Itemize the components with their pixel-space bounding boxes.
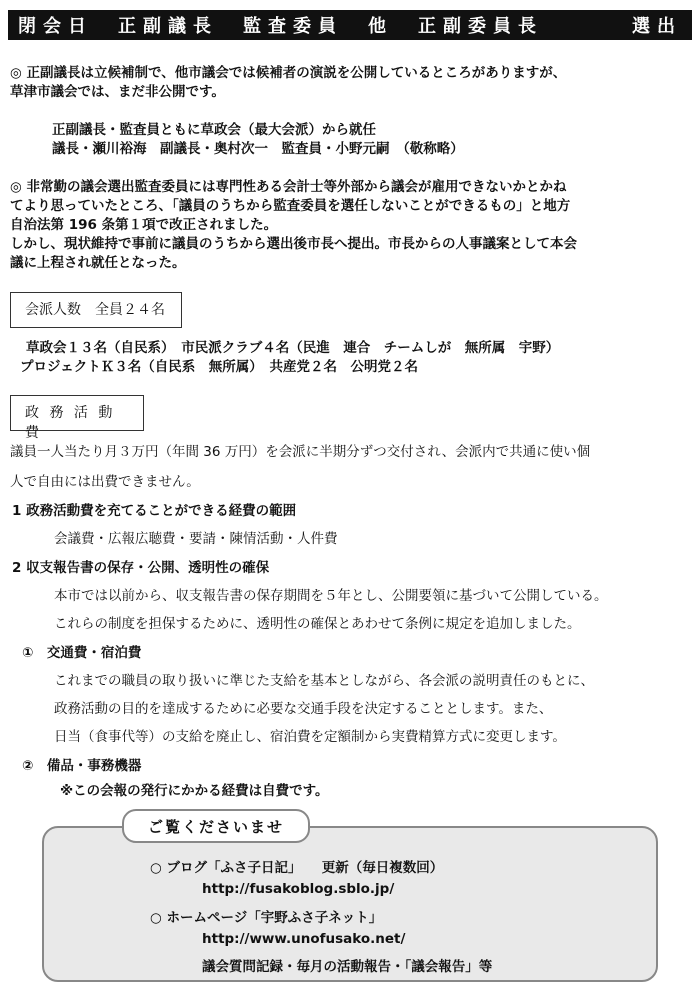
caucus-list	[26, 339, 700, 358]
item2-body-2: これらの制度を担保するために、透明性の確保とあわせて条例に規定を追加しました。	[54, 616, 581, 632]
audit-committee-paragraph	[10, 178, 690, 273]
expense-note: ※この会報の発行にかかる経費は自費です。	[60, 783, 329, 799]
paragraph-line: しかし、現状維持で事前に議員のうちから選出後市長へ提出。市長からの人事議案として本会	[10, 236, 577, 252]
paragraph-line: 草津市議会では、まだ非公開です。	[10, 84, 225, 100]
links-tag-label: ご覧くださいませ	[147, 817, 284, 836]
activity-heading: 政 務 活 動 費	[25, 405, 116, 441]
caucus-list-2	[20, 358, 700, 377]
activity-intro	[10, 437, 690, 497]
paragraph-line: 人で自由には出費できません。	[10, 474, 200, 490]
item2-title: 2 収支報告書の保存・公開、透明性の確保	[12, 560, 270, 576]
paragraph-line: 正副議長・監査員ともに草政会（最大会派）から就任	[52, 122, 376, 138]
sub1-title: ① 交通費・宿泊費	[22, 645, 142, 661]
item1-title: 1 政務活動費を充てることができる経費の範囲	[12, 503, 297, 519]
sub1-body-3: 日当（食事代等）の支給を廃止し、宿泊費を定額制から実費精算方式に変更します。	[54, 729, 566, 745]
paragraph-line: てより思っていたところ、「議員のうちから監査委員を選任しないことができるもの」と地方	[10, 198, 571, 214]
blog-url-link[interactable]: http://fusakoblog.sblo.jp/	[202, 881, 395, 897]
homepage-description: 議会質問記録・毎月の活動報告・「議会報告」等	[202, 959, 493, 975]
officers-paragraph	[10, 121, 700, 159]
homepage-label: ○ ホームページ「宇野ふさ子ネット」	[150, 910, 383, 926]
banner-right: 選出	[632, 16, 682, 37]
paragraph-line: 議員一人当たり月３万円（年間 36 万円）を会派に半期分ずつ交付され、会派内で共通に使い個	[10, 444, 591, 460]
activity-heading-box	[10, 395, 144, 441]
blog-label: ○ ブログ「ふさ子日記」 更新（毎日複数回）	[150, 860, 444, 876]
header-banner	[8, 10, 692, 40]
links-tag	[122, 809, 310, 843]
paragraph-line: 議長・瀬川裕海 副議長・奥村次一 監査員・小野元嗣 （敬称略）	[52, 141, 464, 157]
caucus-line: 草政会１３名（自民系） 市民派クラブ４名（民進 連合 チームしが 無所属 宇野）	[26, 340, 560, 356]
paragraph-line: 自治法第 196 条第１項で改正されました。	[10, 217, 278, 233]
banner-title: 閉会日 正副議長 監査委員 他 正副委員長	[18, 16, 543, 37]
item1-body: 会議費・広報広聴費・要請・陳情活動・人件費	[54, 531, 338, 547]
speaker-election-paragraph	[10, 64, 690, 102]
paragraph-line: 議に上程され就任となった。	[10, 255, 186, 271]
caucus-line: プロジェクトＫ３名（自民系 無所属） 共産党２名 公明党２名	[20, 359, 418, 375]
sub1-body-2: 政務活動の目的を達成するために必要な交通手段を決定することとします。また、	[54, 701, 553, 717]
sub2-title: ② 備品・事務機器	[22, 758, 142, 774]
paragraph-line: ◎ 非常勤の議会選出監査委員には専門性ある会計士等外部から議会が雇用できないかとかね	[10, 179, 567, 195]
caucus-heading-box	[10, 292, 182, 328]
caucus-heading: 会派人数 全員２４名	[25, 302, 165, 318]
homepage-url-link[interactable]: http://www.unofusako.net/	[202, 931, 406, 947]
sub1-body-1: これまでの職員の取り扱いに準じた支給を基本としながら、各会派の説明責任のもとに、	[54, 673, 594, 689]
item2-body-1: 本市では以前から、収支報告書の保存期間を５年とし、公開要領に基づいて公開している。	[54, 588, 608, 604]
paragraph-line: ◎ 正副議長は立候補制で、他市議会では候補者の演説を公開しているところがありますが、	[10, 65, 567, 81]
